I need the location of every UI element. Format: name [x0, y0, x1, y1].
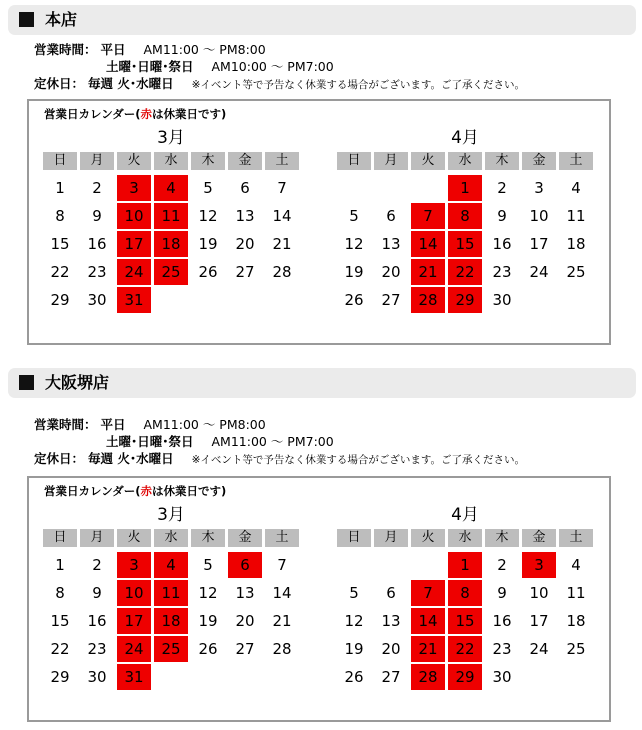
day-cell: 2 [92, 179, 102, 197]
day-cell: 24 [529, 263, 549, 281]
day-cell: 21 [272, 235, 292, 253]
closed-day-cell: 28 [411, 664, 445, 690]
closed-day-cell: 29 [448, 664, 482, 690]
day-cell: 30 [87, 291, 107, 309]
day-cell: 2 [497, 556, 507, 574]
closed-day-cell: 10 [117, 203, 151, 229]
closed-day-cell: 3 [117, 552, 151, 578]
day-cell: 13 [381, 612, 401, 630]
weekday-header: 金 [522, 529, 556, 547]
day-cell: 16 [492, 235, 512, 253]
closed-days: 毎週 火･水曜日 [88, 76, 174, 91]
weekday-header: 金 [522, 152, 556, 170]
closed-day-cell: 15 [448, 608, 482, 634]
closed-day-cell: 8 [448, 203, 482, 229]
closed-day-cell: 8 [448, 580, 482, 606]
day-cell: 26 [344, 668, 364, 686]
closed-day-cell: 28 [411, 287, 445, 313]
closed-day-cell: 1 [448, 552, 482, 578]
day-cell: 4 [571, 556, 581, 574]
weekday-header: 土 [559, 529, 593, 547]
closed-day-cell: 7 [411, 203, 445, 229]
day-cell: 13 [235, 584, 255, 602]
day-cell: 11 [566, 584, 586, 602]
day-cell: 21 [272, 612, 292, 630]
day-cell: 28 [272, 263, 292, 281]
weekday-header: 土 [265, 529, 299, 547]
day-cell: 24 [529, 640, 549, 658]
weekday-header: 木 [191, 529, 225, 547]
day-cell: 6 [386, 584, 396, 602]
store-header [8, 368, 636, 398]
day-cell: 5 [349, 584, 359, 602]
closed-day-cell: 11 [154, 203, 188, 229]
store-name: 本店 [45, 10, 78, 29]
day-cell: 11 [566, 207, 586, 225]
day-cell: 29 [50, 668, 70, 686]
closed-day-cell: 29 [448, 287, 482, 313]
day-cell: 7 [277, 556, 287, 574]
closed-day-cell: 22 [448, 636, 482, 662]
closed-day-cell: 21 [411, 636, 445, 662]
day-cell: 12 [344, 612, 364, 630]
weekday-header: 月 [374, 529, 408, 547]
day-cell: 9 [92, 207, 102, 225]
day-cell: 26 [344, 291, 364, 309]
weekday-header: 火 [411, 529, 445, 547]
day-cell: 15 [50, 612, 70, 630]
day-cell: 9 [497, 584, 507, 602]
day-cell: 19 [344, 263, 364, 281]
closed-day-cell: 31 [117, 664, 151, 690]
day-cell: 20 [381, 263, 401, 281]
square-bullet-icon [19, 12, 34, 27]
closed-day-cell: 25 [154, 259, 188, 285]
weekday-header: 火 [117, 529, 151, 547]
weekday-header: 土 [265, 152, 299, 170]
day-cell: 3 [534, 179, 544, 197]
closed-label: 定休日： [34, 451, 85, 466]
weekday-header: 月 [80, 529, 114, 547]
day-cell: 5 [349, 207, 359, 225]
closed-day-cell: 14 [411, 608, 445, 634]
weekday-header: 木 [485, 529, 519, 547]
day-cell: 18 [566, 612, 586, 630]
closed-day-cell: 24 [117, 259, 151, 285]
day-cell: 17 [529, 612, 549, 630]
weekday-header: 水 [448, 152, 482, 170]
day-cell: 27 [235, 263, 255, 281]
day-cell: 14 [272, 207, 292, 225]
day-cell: 30 [492, 668, 512, 686]
day-cell: 13 [235, 207, 255, 225]
month-title: 3月 [157, 128, 185, 148]
day-cell: 9 [92, 584, 102, 602]
weekday-header: 月 [374, 152, 408, 170]
day-cell: 2 [92, 556, 102, 574]
weekday-header: 木 [191, 152, 225, 170]
closed-day-cell: 3 [117, 175, 151, 201]
hours-weekend-days: 土曜･日曜･祭日 [106, 434, 194, 449]
hours-label: 営業時間： [34, 417, 97, 432]
day-cell: 5 [203, 556, 213, 574]
closed-label: 定休日： [34, 76, 85, 91]
day-cell: 2 [497, 179, 507, 197]
closed-note: ※イベント等で予告なく休業する場合がございます。ご了承ください。 [191, 454, 526, 466]
day-cell: 19 [198, 612, 218, 630]
day-cell: 27 [235, 640, 255, 658]
day-cell: 10 [529, 584, 549, 602]
hours-label: 営業時間： [34, 42, 97, 57]
day-cell: 28 [272, 640, 292, 658]
day-cell: 1 [55, 179, 65, 197]
weekday-header: 土 [559, 152, 593, 170]
weekday-header: 金 [228, 152, 262, 170]
business-calendar [27, 476, 611, 722]
closed-day-cell: 18 [154, 608, 188, 634]
closed-day-cell: 11 [154, 580, 188, 606]
day-cell: 16 [492, 612, 512, 630]
day-cell: 19 [344, 640, 364, 658]
closed-day-cell: 4 [154, 552, 188, 578]
square-bullet-icon [19, 375, 34, 390]
closed-day-cell: 18 [154, 231, 188, 257]
day-cell: 23 [87, 263, 107, 281]
day-cell: 23 [87, 640, 107, 658]
closed-day-cell: 31 [117, 287, 151, 313]
day-cell: 5 [203, 179, 213, 197]
day-cell: 14 [272, 584, 292, 602]
closed-day-cell: 21 [411, 259, 445, 285]
month-title: 3月 [157, 505, 185, 525]
closed-day-cell: 17 [117, 608, 151, 634]
day-cell: 20 [235, 235, 255, 253]
closed-day-cell: 22 [448, 259, 482, 285]
closed-day-cell: 3 [522, 552, 556, 578]
closed-day-cell: 1 [448, 175, 482, 201]
day-cell: 12 [198, 584, 218, 602]
closed-day-cell: 17 [117, 231, 151, 257]
day-cell: 9 [497, 207, 507, 225]
weekday-header: 日 [43, 529, 77, 547]
day-cell: 7 [277, 179, 287, 197]
day-cell: 26 [198, 640, 218, 658]
weekday-header: 火 [411, 152, 445, 170]
day-cell: 27 [381, 291, 401, 309]
hours-weekend-days: 土曜･日曜･祭日 [106, 59, 194, 74]
day-cell: 30 [87, 668, 107, 686]
weekday-header: 木 [485, 152, 519, 170]
closed-day-cell: 24 [117, 636, 151, 662]
month-title: 4月 [451, 128, 479, 148]
day-cell: 8 [55, 584, 65, 602]
day-cell: 18 [566, 235, 586, 253]
closed-note: ※イベント等で予告なく休業する場合がございます。ご了承ください。 [191, 79, 526, 91]
day-cell: 22 [50, 263, 70, 281]
store-header [8, 5, 636, 35]
weekday-header: 火 [117, 152, 151, 170]
weekday-header: 金 [228, 529, 262, 547]
day-cell: 6 [386, 207, 396, 225]
day-cell: 25 [566, 263, 586, 281]
day-cell: 23 [492, 263, 512, 281]
closed-day-cell: 6 [228, 552, 262, 578]
day-cell: 20 [381, 640, 401, 658]
day-cell: 13 [381, 235, 401, 253]
day-cell: 17 [529, 235, 549, 253]
day-cell: 25 [566, 640, 586, 658]
day-cell: 30 [492, 291, 512, 309]
closed-day-cell: 7 [411, 580, 445, 606]
calendar-title: 営業日カレンダー(赤は休業日です) [44, 484, 227, 498]
day-cell: 26 [198, 263, 218, 281]
hours-weekday-days: 平日 [100, 42, 126, 57]
hours-weekend-time: AM11:00 ～ PM7:00 [211, 434, 334, 449]
day-cell: 8 [55, 207, 65, 225]
hours-weekday-days: 平日 [100, 417, 126, 432]
day-cell: 16 [87, 612, 107, 630]
day-cell: 16 [87, 235, 107, 253]
closed-day-cell: 14 [411, 231, 445, 257]
day-cell: 12 [198, 207, 218, 225]
weekday-header: 月 [80, 152, 114, 170]
weekday-header: 水 [448, 529, 482, 547]
day-cell: 29 [50, 291, 70, 309]
day-cell: 10 [529, 207, 549, 225]
day-cell: 19 [198, 235, 218, 253]
hours-weekend-time: AM10:00 ～ PM7:00 [211, 59, 334, 74]
day-cell: 15 [50, 235, 70, 253]
hours-weekday-time: AM11:00 ～ PM8:00 [143, 417, 266, 432]
store-name: 大阪堺店 [45, 373, 110, 392]
business-calendar [27, 99, 611, 345]
weekday-header: 日 [337, 529, 371, 547]
day-cell: 1 [55, 556, 65, 574]
day-cell: 6 [240, 179, 250, 197]
day-cell: 20 [235, 612, 255, 630]
day-cell: 27 [381, 668, 401, 686]
calendar-title: 営業日カレンダー(赤は休業日です) [44, 107, 227, 121]
closed-day-cell: 10 [117, 580, 151, 606]
weekday-header: 水 [154, 529, 188, 547]
day-cell: 12 [344, 235, 364, 253]
weekday-header: 日 [43, 152, 77, 170]
closed-day-cell: 15 [448, 231, 482, 257]
closed-days: 毎週 火･水曜日 [88, 451, 174, 466]
weekday-header: 水 [154, 152, 188, 170]
day-cell: 23 [492, 640, 512, 658]
weekday-header: 日 [337, 152, 371, 170]
closed-day-cell: 4 [154, 175, 188, 201]
day-cell: 22 [50, 640, 70, 658]
closed-day-cell: 25 [154, 636, 188, 662]
day-cell: 4 [571, 179, 581, 197]
month-title: 4月 [451, 505, 479, 525]
hours-weekday-time: AM11:00 ～ PM8:00 [143, 42, 266, 57]
